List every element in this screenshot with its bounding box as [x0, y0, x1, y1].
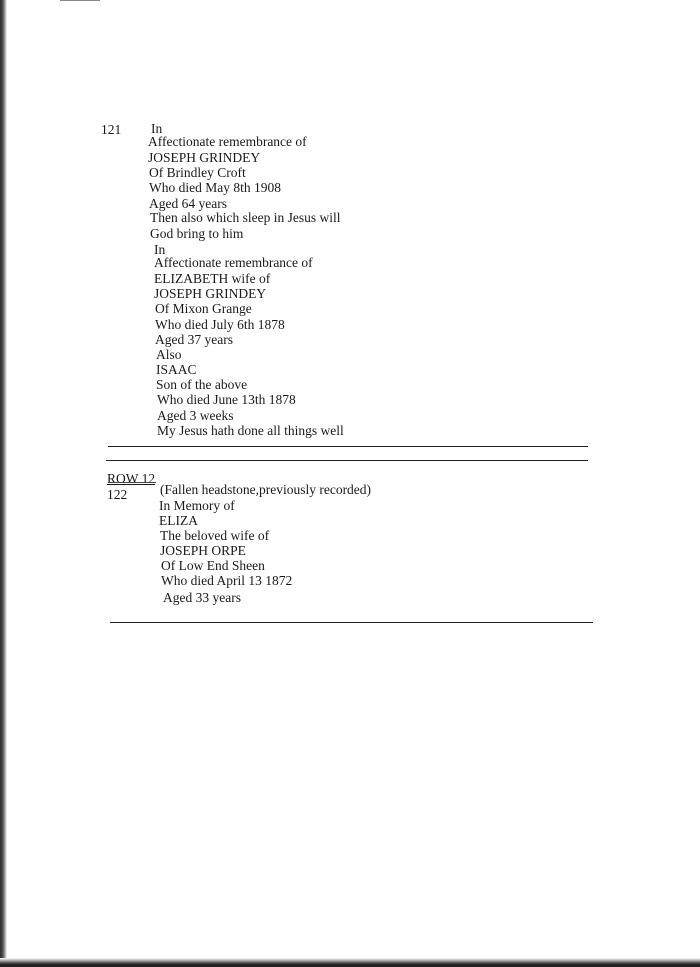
record-number: 121: [101, 122, 122, 137]
inscription-line: In: [154, 242, 166, 257]
separator-rule: [106, 460, 588, 461]
inscription-line: Who died June 13th 1878: [157, 392, 296, 407]
inscription-line: The beloved wife of: [160, 528, 270, 543]
scan-top-mark: [60, 0, 100, 1]
inscription-line: ELIZA: [159, 513, 198, 528]
inscription-line: Affectionate remembrance of: [148, 134, 307, 149]
inscription-line: Who died April 13 1872: [161, 573, 293, 588]
inscription-line: In Memory of: [159, 498, 235, 513]
inscription-line: Son of the above: [156, 377, 248, 392]
inscription-line: Of Low End Sheen: [161, 558, 265, 573]
inscription-line: Who died May 8th 1908: [149, 180, 281, 195]
inscription-line: God bring to him: [150, 226, 244, 241]
inscription-line: My Jesus hath done all things well: [157, 423, 344, 438]
inscription-line: In: [151, 121, 163, 136]
separator-rule: [108, 446, 588, 447]
row-heading: ROW 12: [107, 471, 156, 486]
inscription-line: Aged 3 weeks: [157, 408, 234, 423]
inscription-line: (Fallen headstone,previously recorded): [160, 482, 372, 497]
inscription-line: Aged 64 years: [149, 196, 227, 211]
inscription-line: Who died July 6th 1878: [155, 317, 285, 332]
inscription-line: Of Mixon Grange: [155, 301, 252, 316]
inscription-line: JOSEPH GRINDEY: [154, 286, 267, 301]
inscription-line: ELIZABETH wife of: [154, 271, 271, 286]
inscription-line: ISAAC: [156, 362, 197, 377]
scan-left-edge: [0, 0, 7, 967]
inscription-line: Aged 33 years: [163, 590, 241, 605]
inscription-line: JOSEPH GRINDEY: [148, 150, 261, 165]
inscription-line: Affectionate remembrance of: [154, 255, 313, 270]
inscription-line: Aged 37 years: [155, 332, 233, 347]
record-number: 122: [107, 487, 128, 502]
inscription-line: JOSEPH ORPE: [160, 543, 246, 558]
scan-bottom-edge: [0, 958, 700, 967]
inscription-line: Then also which sleep in Jesus will: [150, 210, 341, 225]
separator-rule: [110, 622, 593, 623]
separator-rule: [108, 482, 156, 483]
inscription-line: Also: [156, 347, 182, 362]
inscription-line: Of Brindley Croft: [149, 165, 246, 180]
